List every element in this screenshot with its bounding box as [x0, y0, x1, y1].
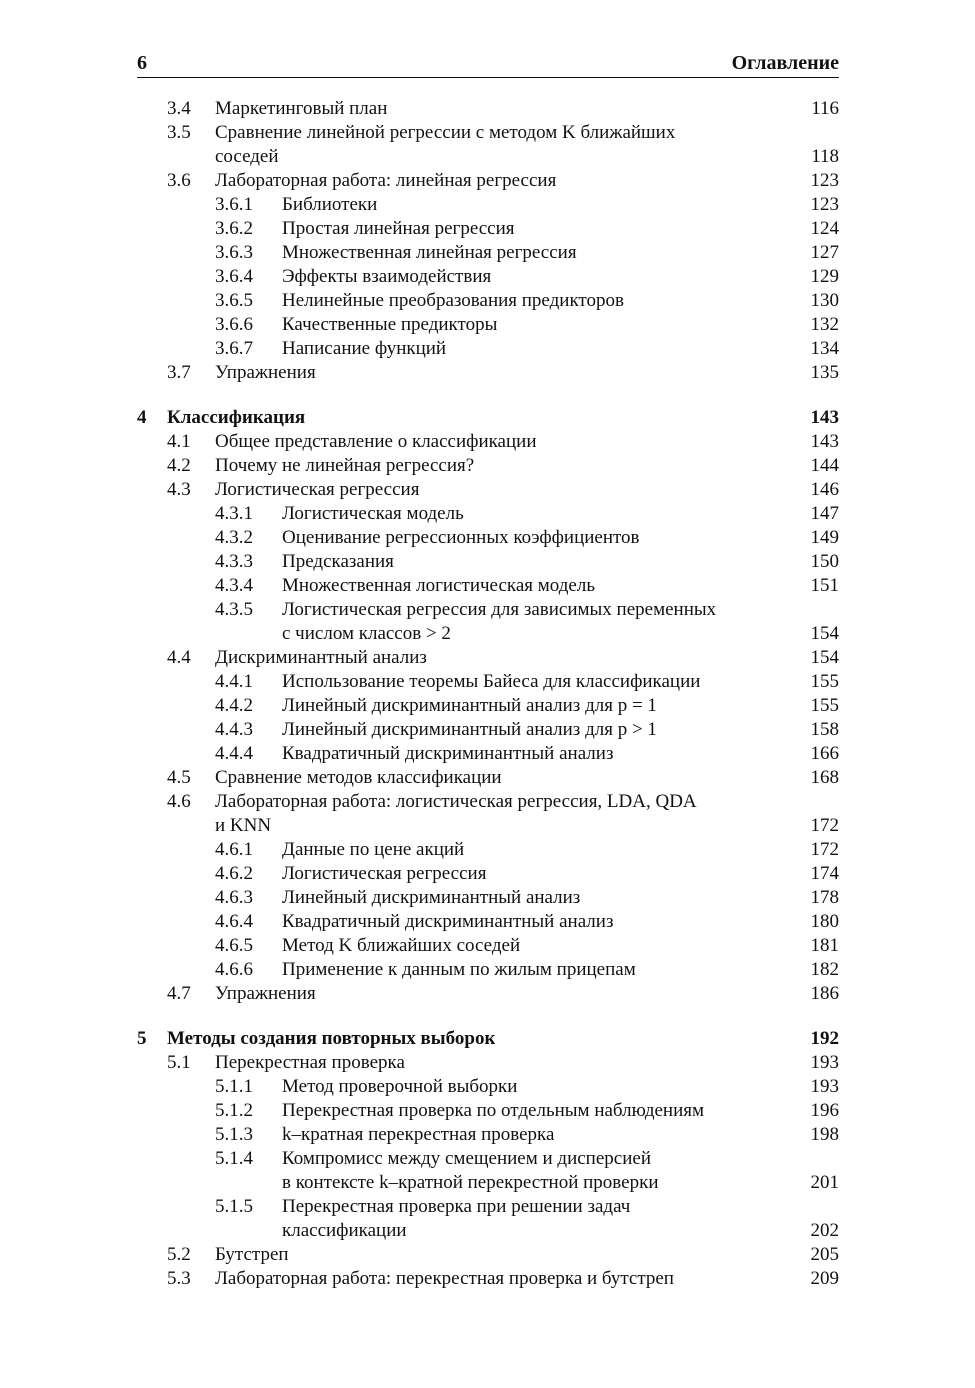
toc-row[interactable] — [0, 1147, 839, 1171]
toc-number: 3.5 — [167, 122, 191, 143]
toc-title: в контексте k–кратной перекрестной проверки — [282, 1172, 659, 1193]
toc-title: Множественная линейная регрессия — [282, 242, 577, 263]
toc-title: Логистическая регрессия для зависимых переменных — [282, 599, 717, 620]
toc-number: 3.6.7 — [215, 338, 253, 359]
toc-page-number: 202 — [810, 1220, 839, 1241]
toc-number: 5.1.2 — [215, 1100, 253, 1121]
toc-page-number: 147 — [810, 503, 839, 524]
toc-row[interactable] — [0, 193, 839, 217]
toc-number: 4.5 — [167, 767, 191, 788]
toc-number: 4.6 — [167, 791, 191, 812]
toc-number: 4.3.2 — [215, 527, 253, 548]
toc-number: 3.4 — [167, 98, 191, 119]
toc-number: 4.4.3 — [215, 719, 253, 740]
toc-page-number: 174 — [810, 863, 839, 884]
toc-number: 3.6 — [167, 170, 191, 191]
toc-row[interactable] — [0, 1123, 839, 1147]
toc-page-number: 144 — [810, 455, 839, 476]
toc-number: 3.7 — [167, 362, 191, 383]
toc-number: 5.1.5 — [215, 1196, 253, 1217]
toc-row[interactable] — [0, 1195, 839, 1219]
toc-row[interactable] — [0, 121, 839, 145]
toc-title: Предсказания — [282, 551, 394, 572]
toc-row[interactable] — [0, 1219, 839, 1243]
toc-number: 4.2 — [167, 455, 191, 476]
toc-row[interactable] — [0, 313, 839, 337]
toc-number: 3.6.4 — [215, 266, 253, 287]
toc-number: 4.6.4 — [215, 911, 253, 932]
toc-title: Оценивание регрессионных коэффициентов — [282, 527, 640, 548]
toc-row[interactable] — [0, 790, 839, 814]
toc-number: 4.4 — [167, 647, 191, 668]
toc-number: 4.6.2 — [215, 863, 253, 884]
toc-row[interactable] — [0, 169, 839, 193]
toc-title: Линейный дискриминантный анализ для p = 1 — [282, 695, 657, 716]
toc-row[interactable] — [0, 694, 839, 718]
toc-number: 4.6.6 — [215, 959, 253, 980]
toc-title: Маркетинговый план — [215, 98, 388, 119]
toc-page-number: 186 — [810, 983, 839, 1004]
toc-title: Простая линейная регрессия — [282, 218, 515, 239]
toc-page-number: 181 — [810, 935, 839, 956]
toc-title: классификации — [282, 1220, 407, 1241]
toc-number: 4.4.4 — [215, 743, 253, 764]
toc-title: Бутстреп — [215, 1244, 289, 1265]
toc-page-number: 143 — [810, 407, 839, 428]
toc-row[interactable] — [0, 1051, 839, 1075]
toc-page-number: 150 — [810, 551, 839, 572]
toc-title: Библиотеки — [282, 194, 378, 215]
toc-title: Методы создания повторных выборок — [167, 1028, 496, 1049]
toc-page-number: 155 — [810, 695, 839, 716]
toc-page-number: 158 — [810, 719, 839, 740]
toc-page-number: 116 — [811, 98, 839, 119]
toc-page-number: 130 — [810, 290, 839, 311]
toc-row[interactable] — [0, 814, 839, 838]
toc-title: Сравнение методов классификации — [215, 767, 502, 788]
toc-title: Квадратичный дискриминантный анализ — [282, 743, 614, 764]
toc-title: Использование теоремы Байеса для классификации — [282, 671, 701, 692]
toc-page-number: 166 — [810, 743, 839, 764]
toc-row[interactable] — [0, 646, 839, 670]
toc-number: 3.6.6 — [215, 314, 253, 335]
toc-row[interactable] — [0, 550, 839, 574]
toc-page-number: 196 — [810, 1100, 839, 1121]
toc-title: Качественные предикторы — [282, 314, 498, 335]
toc-row[interactable] — [0, 1171, 839, 1195]
toc-page-number: 143 — [810, 431, 839, 452]
toc-title: Компромисс между смещением и дисперсией — [282, 1148, 651, 1169]
toc-title: Нелинейные преобразования предикторов — [282, 290, 624, 311]
toc-title: Логистическая регрессия — [282, 863, 487, 884]
toc-page-number: 129 — [810, 266, 839, 287]
toc-page-number: 134 — [810, 338, 839, 359]
toc-title: с числом классов > 2 — [282, 623, 451, 644]
toc-page-number: 198 — [810, 1124, 839, 1145]
toc-title: Логистическая регрессия — [215, 479, 420, 500]
toc-title: Логистическая модель — [282, 503, 464, 524]
toc-row[interactable] — [0, 454, 839, 478]
toc-row[interactable] — [0, 145, 839, 169]
running-title: Оглавление — [731, 52, 839, 74]
toc-title: Общее представление о классификации — [215, 431, 537, 452]
toc-number: 5.1.3 — [215, 1124, 253, 1145]
toc-title: Множественная логистическая модель — [282, 575, 595, 596]
toc-page-number: 205 — [810, 1244, 839, 1265]
toc-title: Упражнения — [215, 362, 316, 383]
toc-title: Перекрестная проверка при решении задач — [282, 1196, 631, 1217]
toc-row[interactable] — [0, 265, 839, 289]
toc-title: Применение к данным по жилым прицепам — [282, 959, 636, 980]
toc-page-number: 178 — [810, 887, 839, 908]
toc-title: Сравнение линейной регрессии с методом K ближайших — [215, 122, 676, 143]
toc-title: Квадратичный дискриминантный анализ — [282, 911, 614, 932]
toc-title: Эффекты взаимодействия — [282, 266, 492, 287]
toc-number: 3.6.1 — [215, 194, 253, 215]
toc-row[interactable] — [0, 958, 839, 982]
toc-title: Лабораторная работа: перекрестная проверка и бутстреп — [215, 1268, 674, 1289]
toc-title: Дискриминантный анализ — [215, 647, 427, 668]
toc-number: 4.4.1 — [215, 671, 253, 692]
toc-row[interactable] — [0, 361, 839, 385]
toc-page-number: 123 — [810, 170, 839, 191]
toc-title: Метод проверочной выборки — [282, 1076, 518, 1097]
toc-title: Линейный дискриминантный анализ для p > 1 — [282, 719, 657, 740]
toc-page-number: 193 — [810, 1052, 839, 1073]
toc-number: 4.3.3 — [215, 551, 253, 572]
toc-row[interactable] — [0, 217, 839, 241]
toc-number: 4.4.2 — [215, 695, 253, 716]
toc-page-number: 123 — [810, 194, 839, 215]
toc-row[interactable] — [0, 1267, 839, 1291]
toc-title: Перекрестная проверка по отдельным наблюдениям — [282, 1100, 705, 1121]
toc-row[interactable] — [0, 862, 839, 886]
toc-page-number: 151 — [810, 575, 839, 596]
toc-title: Лабораторная работа: линейная регрессия — [215, 170, 557, 191]
toc-number: 5 — [137, 1028, 147, 1049]
toc-page-number: 146 — [810, 479, 839, 500]
toc-page-number: 172 — [810, 815, 839, 836]
toc-row[interactable] — [0, 910, 839, 934]
toc-title: Перекрестная проверка — [215, 1052, 405, 1073]
toc-row[interactable] — [0, 934, 839, 958]
toc-title: Линейный дискриминантный анализ — [282, 887, 581, 908]
toc-row[interactable] — [0, 289, 839, 313]
toc-chapter-row[interactable] — [0, 406, 839, 430]
toc-number: 3.6.3 — [215, 242, 253, 263]
toc-row[interactable] — [0, 478, 839, 502]
toc-row[interactable] — [0, 838, 839, 862]
toc-page-number: 172 — [810, 839, 839, 860]
toc-page-number: 209 — [810, 1268, 839, 1289]
page-number: 6 — [137, 52, 147, 74]
toc-page-number: 118 — [811, 146, 839, 167]
toc-page-number: 182 — [810, 959, 839, 980]
toc-title: Классификация — [167, 407, 306, 428]
toc-page-number: 132 — [810, 314, 839, 335]
toc-title: Упражнения — [215, 983, 316, 1004]
toc-row[interactable] — [0, 670, 839, 694]
toc-row[interactable] — [0, 241, 839, 265]
toc-number: 4.3.4 — [215, 575, 253, 596]
toc-number: 5.2 — [167, 1244, 191, 1265]
toc-number: 3.6.5 — [215, 290, 253, 311]
toc-number: 5.1 — [167, 1052, 191, 1073]
toc-row[interactable] — [0, 982, 839, 1006]
toc-number: 4.7 — [167, 983, 191, 1004]
toc-number: 4.3 — [167, 479, 191, 500]
toc-row[interactable] — [0, 97, 839, 121]
toc-row[interactable] — [0, 742, 839, 766]
toc-row[interactable] — [0, 1099, 839, 1123]
toc-number: 5.3 — [167, 1268, 191, 1289]
toc-number: 3.6.2 — [215, 218, 253, 239]
toc-row[interactable] — [0, 766, 839, 790]
toc-row[interactable] — [0, 430, 839, 454]
toc-row[interactable] — [0, 337, 839, 361]
toc-page-number: 127 — [810, 242, 839, 263]
page-header — [137, 52, 839, 74]
toc-title: k–кратная перекрестная проверка — [282, 1124, 555, 1145]
toc-title: соседей — [215, 146, 279, 167]
toc-number: 5.1.4 — [215, 1148, 253, 1169]
toc-page-number: 180 — [810, 911, 839, 932]
toc-row[interactable] — [0, 1243, 839, 1267]
toc-page-number: 154 — [810, 647, 839, 668]
toc-title: и KNN — [215, 815, 272, 836]
toc-page-number: 192 — [810, 1028, 839, 1049]
toc-page-number: 124 — [810, 218, 839, 239]
toc-number: 5.1.1 — [215, 1076, 253, 1097]
toc-row[interactable] — [0, 526, 839, 550]
toc-title: Лабораторная работа: логистическая регрессия, LDA, QDA — [215, 791, 697, 812]
toc-chapter-row[interactable] — [0, 1027, 839, 1051]
toc-number: 4 — [137, 407, 147, 428]
toc-page-number: 135 — [810, 362, 839, 383]
toc-number: 4.1 — [167, 431, 191, 452]
toc-row[interactable] — [0, 598, 839, 622]
toc-page-number: 168 — [810, 767, 839, 788]
toc-page-number: 201 — [810, 1172, 839, 1193]
toc-title: Написание функций — [282, 338, 447, 359]
toc-row[interactable] — [0, 502, 839, 526]
toc-page-number: 154 — [810, 623, 839, 644]
toc-page-number: 149 — [810, 527, 839, 548]
toc-page-number: 193 — [810, 1076, 839, 1097]
toc-title: Метод K ближайших соседей — [282, 935, 521, 956]
toc-number: 4.6.1 — [215, 839, 253, 860]
toc-page-number: 155 — [810, 671, 839, 692]
toc-row[interactable] — [0, 718, 839, 742]
toc-row[interactable] — [0, 574, 839, 598]
toc-number: 4.6.5 — [215, 935, 253, 956]
toc-title: Данные по цене акций — [282, 839, 465, 860]
toc-number: 4.3.1 — [215, 503, 253, 524]
header-rule — [137, 77, 839, 78]
toc-number: 4.6.3 — [215, 887, 253, 908]
toc-row[interactable] — [0, 622, 839, 646]
toc-number: 4.3.5 — [215, 599, 253, 620]
toc-row[interactable] — [0, 886, 839, 910]
toc-title: Почему не линейная регрессия? — [215, 455, 475, 476]
toc-row[interactable] — [0, 1075, 839, 1099]
